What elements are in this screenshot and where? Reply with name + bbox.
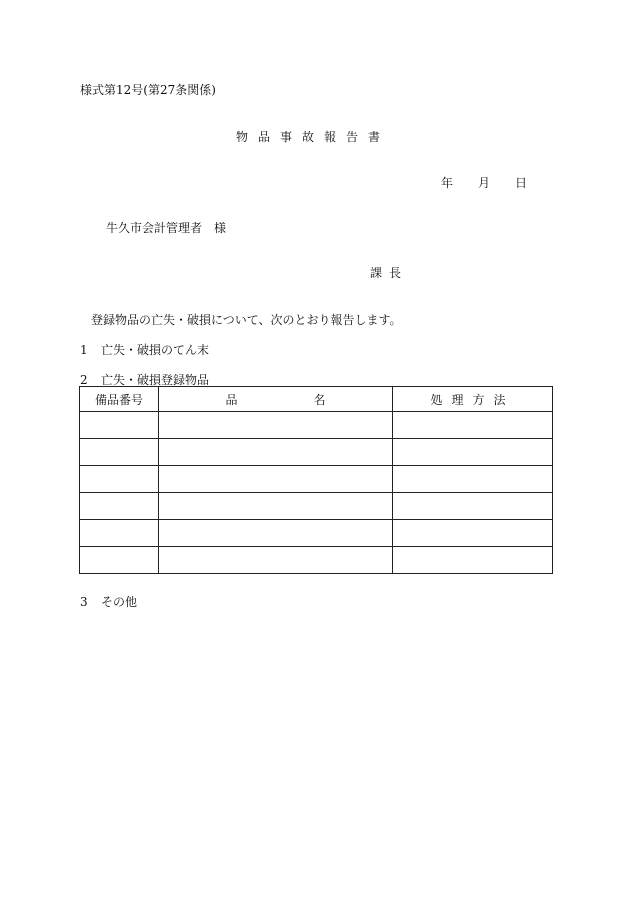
header-item-name-b: 名 xyxy=(313,392,326,407)
cell-disposal-method[interactable] xyxy=(393,412,553,439)
year-label: 年 xyxy=(441,176,454,190)
section-label: その他 xyxy=(101,595,138,609)
table-row xyxy=(80,412,553,439)
table-row xyxy=(80,493,553,520)
sender-section-chief: 課長 xyxy=(370,266,409,280)
section-label: 亡失・破損登録物品 xyxy=(101,373,210,387)
cell-disposal-method[interactable] xyxy=(393,466,553,493)
header-item-name xyxy=(159,387,393,412)
section-2-heading xyxy=(80,374,209,386)
form-number: 様式第12号(第27条関係) xyxy=(80,83,216,97)
month-label: 月 xyxy=(478,176,491,190)
header-item-number: 備品番号 xyxy=(80,387,159,412)
addressee-name: 牛久市会計管理者 xyxy=(106,221,203,235)
header-disposal-method: 処理方法 xyxy=(393,387,553,412)
date-line xyxy=(441,177,527,189)
table-row xyxy=(80,466,553,493)
section-number: 2 xyxy=(80,373,88,387)
cell-item-name[interactable] xyxy=(159,466,393,493)
addressee xyxy=(106,222,226,234)
section-number: 3 xyxy=(80,595,88,609)
cell-disposal-method[interactable] xyxy=(393,520,553,547)
header-item-name-a: 品 xyxy=(225,392,238,407)
cell-item-name[interactable] xyxy=(159,520,393,547)
day-label: 日 xyxy=(515,176,528,190)
table-row xyxy=(80,520,553,547)
cell-item-number[interactable] xyxy=(80,412,159,439)
items-table xyxy=(79,386,553,574)
cell-disposal-method[interactable] xyxy=(393,493,553,520)
section-1-heading xyxy=(80,344,209,356)
table-row xyxy=(80,439,553,466)
intro-text: 登録物品の亡失・破損について、次のとおり報告します。 xyxy=(91,313,402,327)
document-title: 物品事故報告書 xyxy=(236,130,391,144)
cell-item-name[interactable] xyxy=(159,412,393,439)
cell-item-number[interactable] xyxy=(80,547,159,574)
cell-item-name[interactable] xyxy=(159,493,393,520)
cell-item-number[interactable] xyxy=(80,466,159,493)
cell-item-number[interactable] xyxy=(80,520,159,547)
table-header-row xyxy=(80,387,553,412)
cell-item-name[interactable] xyxy=(159,439,393,466)
cell-item-number[interactable] xyxy=(80,439,159,466)
addressee-honorific: 様 xyxy=(214,221,227,235)
cell-disposal-method[interactable] xyxy=(393,439,553,466)
cell-item-name[interactable] xyxy=(159,547,393,574)
section-3-heading xyxy=(80,596,137,608)
section-number: 1 xyxy=(80,343,88,357)
table-row xyxy=(80,547,553,574)
cell-item-number[interactable] xyxy=(80,493,159,520)
section-label: 亡失・破損のてん末 xyxy=(101,343,210,357)
cell-disposal-method[interactable] xyxy=(393,547,553,574)
